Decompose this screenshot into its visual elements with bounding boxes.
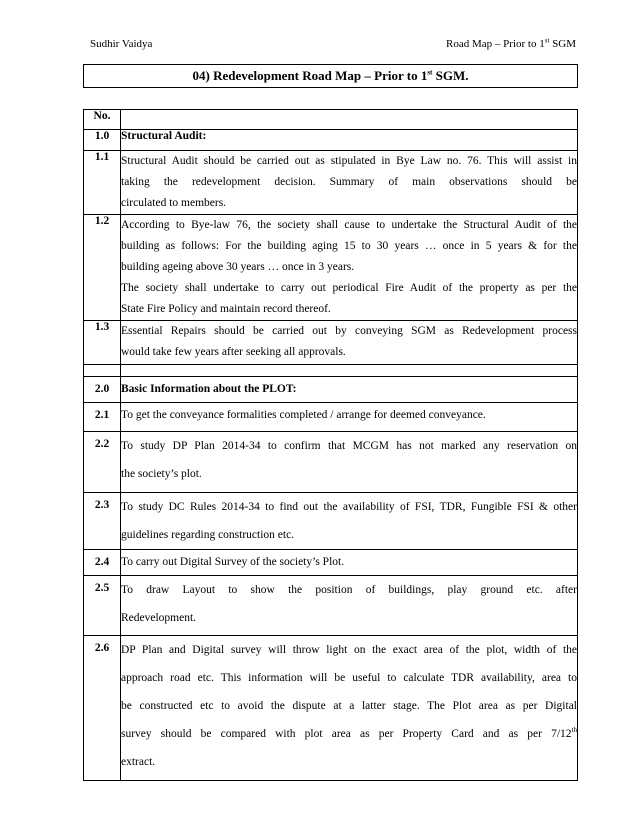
row-number: 2.2 [84, 432, 121, 493]
roadmap-table [83, 109, 578, 781]
table-header-row [84, 110, 578, 130]
table-row [84, 636, 578, 781]
header-title: Road Map – Prior to 1st SGM [446, 36, 576, 50]
row-number: 2.0 [84, 377, 121, 403]
row-number: 2.1 [84, 403, 121, 432]
row-number: 1.1 [84, 151, 121, 215]
row-text: To study DC Rules 2014-34 to find out the availability of FSI, TDR, Fungible FSI & other guidelines regarding construction etc. [121, 493, 578, 550]
table-row [84, 493, 578, 550]
table-row [84, 151, 578, 215]
table-row [84, 432, 578, 493]
spacer-cell [121, 365, 578, 377]
row-text: DP Plan and Digital survey will throw light on the exact area of the plot, width of the approach road etc. This information will be useful to calculate TDR availability, area to be constructed etc to avoid the dispute at a latter stage. The Plot area as per Digital survey should be compared with plot area as per Property Card and as per 7/12th extract. [121, 636, 578, 781]
page-header [90, 38, 576, 54]
header-author: Sudhir Vaidya [90, 38, 153, 50]
row-text: To carry out Digital Survey of the society’s Plot. [121, 550, 578, 576]
row-number: 2.5 [84, 576, 121, 636]
row-text: To draw Layout to show the position of buildings, play ground etc. after Redevelopment. [121, 576, 578, 636]
row-number: 2.4 [84, 550, 121, 576]
table-spacer-row [84, 365, 578, 377]
row-number: 1.3 [84, 321, 121, 365]
section-title: 04) Redevelopment Road Map – Prior to 1st SGM. [83, 64, 578, 88]
row-number: 2.6 [84, 636, 121, 781]
row-number: 1.0 [84, 130, 121, 151]
row-text: To get the conveyance formalities completed / arrange for deemed conveyance. [121, 403, 578, 432]
table-row [84, 550, 578, 576]
row-text: According to Bye-law 76, the society shall cause to undertake the Structural Audit of the building as follows: For the building aging 15 to 30 years … once in 5 years & for the building ageing above 30 years … once in 3 years. The society shall undertake to carry out periodical Fire Audit of the property as per the State Fire Policy and maintain record thereof. [121, 215, 578, 321]
table-row [84, 215, 578, 321]
table-row [84, 321, 578, 365]
table-row [84, 130, 578, 151]
row-text: Basic Information about the PLOT: [121, 377, 578, 403]
header-empty [121, 110, 578, 130]
row-number: 1.2 [84, 215, 121, 321]
row-text: Structural Audit: [121, 130, 578, 151]
header-no: No. [84, 110, 121, 130]
row-text: To study DP Plan 2014-34 to confirm that MCGM has not marked any reservation on the society’s plot. [121, 432, 578, 493]
row-text: Structural Audit should be carried out as stipulated in Bye Law no. 76. This will assist in taking the redevelopment decision. Summary of main observations should be circulated to members. [121, 151, 578, 215]
table-row [84, 576, 578, 636]
table-row [84, 403, 578, 432]
row-number: 2.3 [84, 493, 121, 550]
table-row [84, 377, 578, 403]
spacer-cell [84, 365, 121, 377]
row-text: Essential Repairs should be carried out by conveying SGM as Redevelopment process would take few years after seeking all approvals. [121, 321, 578, 365]
